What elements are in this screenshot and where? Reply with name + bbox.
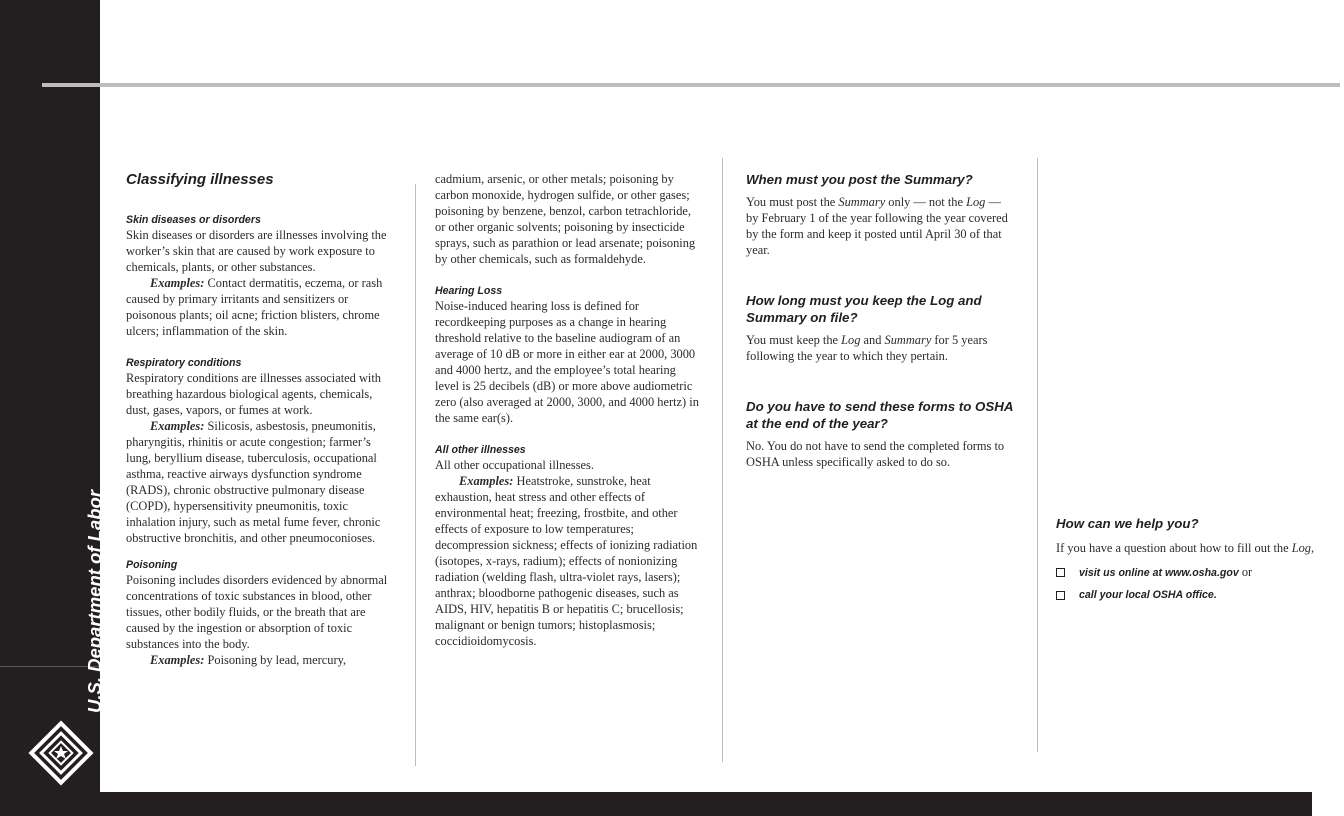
- help-option-office: [1056, 587, 1318, 603]
- answer-text: You must post the: [746, 195, 839, 209]
- examples-text: Poisoning by lead, mercury,: [207, 653, 347, 667]
- answer-text: for 5 years following the year to which they pertain.: [746, 333, 988, 363]
- respiratory-body: Respiratory conditions are illnesses associated with breathing hazardous biological agents, chemicals, dust, gases, vapors, or fumes at work.: [126, 371, 381, 417]
- answer-text: You must keep the: [746, 333, 842, 347]
- log-term: Log: [841, 333, 861, 347]
- faq-send-forms-answer: No. You do not have to send the completed forms to OSHA unless specifically asked to do so.: [746, 439, 1005, 469]
- help-option-text: [1079, 564, 1252, 581]
- intro-text: If you have a question about how to fill out the: [1056, 541, 1292, 555]
- hearing-heading: Hearing Loss: [435, 285, 503, 297]
- examples-text: Contact dermatitis, eczema, or rash caused by primary irritants and sensitizers or poisonous plants; oil acne; friction blisters, chrome ulcers; inflammation of the skin.: [126, 276, 383, 338]
- help-intro: [1056, 540, 1318, 556]
- respiratory-examples: [126, 418, 394, 546]
- intro-text: ,: [1311, 541, 1315, 555]
- column-classifying-illnesses: [126, 171, 394, 668]
- faq-keep-records-heading: How long must you keep the Log and Summary on file?: [746, 293, 982, 325]
- checkbox-icon: [1056, 591, 1065, 600]
- help-option-website: [1056, 564, 1318, 581]
- skin-examples: [126, 275, 394, 339]
- other-illnesses-examples: [435, 473, 703, 649]
- agency-name: Occupational Safety and Health Administration: [107, 467, 119, 713]
- faq-send-forms-heading: Do you have to send these forms to OSHA at the end of the year?: [746, 399, 1013, 431]
- checkbox-icon: [1056, 568, 1065, 577]
- column-divider: [1037, 158, 1038, 752]
- poisoning-continued: cadmium, arsenic, or other metals; poisoning by carbon monoxide, hydrogen sulfide, or other gases; poisoning by benzene, benzol, carbon tetrachloride, or other organic solvents; poisoning by insecticide sprays, such as parathion or lead arsenate; poisoning by other chemicals, such as formaldehyde.: [435, 172, 696, 266]
- osha-website-link[interactable]: visit us online at www.osha.gov: [1079, 567, 1239, 579]
- examples-label: Examples:: [150, 419, 205, 433]
- skin-body: Skin diseases or disorders are illnesses involving the worker’s skin that are caused by work exposure to chemicals, plants, or other substances.: [126, 228, 387, 274]
- respiratory-heading: Respiratory conditions: [126, 357, 242, 369]
- section-title: Classifying illnesses: [126, 171, 274, 188]
- examples-label: Examples:: [459, 474, 514, 488]
- department-name: U.S. Department of Labor: [84, 489, 105, 713]
- faq-keep-records-answer: [746, 332, 1014, 364]
- examples-label: Examples:: [150, 653, 205, 667]
- examples-label: Examples:: [150, 276, 205, 290]
- dol-seal-icon: [28, 720, 94, 786]
- agency-name-block: [84, 468, 120, 713]
- help-option-suffix: or: [1238, 565, 1253, 579]
- column-divider: [722, 158, 723, 762]
- other-illnesses-heading: All other illnesses: [435, 444, 526, 456]
- other-illnesses-body: All other occupational illnesses.: [435, 458, 594, 472]
- hearing-body: Noise-induced hearing loss is defined for recordkeeping purposes as a change in hearing threshold relative to the baseline audiogram of an average of 10 dB or more in either ear at 2000, 3000 and 4000 hertz, and the employee’s total hearing level is 25 decibels (dB) or more above audiometric zero (also averaged at 2000, 3000, and 4000 hertz) in the same ear(s).: [435, 299, 699, 425]
- column-illness-types: [435, 171, 703, 649]
- column-faq: [746, 171, 1014, 470]
- column-divider: [415, 184, 416, 766]
- faq-post-summary-heading: When must you post the Summary?: [746, 172, 973, 187]
- answer-text: only — not the: [885, 195, 967, 209]
- examples-text: Heatstroke, sunstroke, heat exhaustion, heat stress and other effects of environmental heat; freezing, frostbite, and other effects of exposure to low temperatures; decompression sickness; effects of ionizing radiation (isotopes, x-rays, radium); effects of nonionizing radiation (welding flash, ultra-violet rays, lasers); anthrax; bloodborne pathogenic diseases, such as AIDS, HIV, hepatitis B or hepatitis C; brucellosis; malignant or benign tumors; histoplasmosis; coccidioidomycosis.: [435, 474, 698, 648]
- poisoning-body: Poisoning includes disorders evidenced by abnormal concentrations of toxic substances in blood, other tissues, other bodily fluids, or the breath that are caused by the ingestion or absorption of toxic substances into the body.: [126, 573, 388, 651]
- skin-heading: Skin diseases or disorders: [126, 214, 261, 226]
- help-option-text: call your local OSHA office.: [1079, 589, 1217, 601]
- poisoning-examples: [126, 652, 394, 668]
- column-help: [1056, 515, 1318, 609]
- summary-term: Summary: [838, 195, 886, 209]
- answer-text: and: [860, 333, 885, 347]
- sidebar-band: [0, 0, 119, 816]
- faq-post-summary-answer: [746, 194, 1014, 258]
- poisoning-heading: Poisoning: [126, 559, 178, 571]
- examples-text: Silicosis, asbestosis, pneumonitis, pharyngitis, rhinitis or acute congestion; farmer’s lung, beryllium disease, tuberculosis, occupational asthma, reactive airways dysfunction syndrome (RADS), chronic obstructive pulmonary disease (COPD), hypersensitivity pneumonitis, toxic inhalation injury, such as metal fume fever, chronic obstructive bronchitis, and other pneumoconioses.: [126, 419, 381, 545]
- answer-text: — by February 1 of the year following the year covered by the form and keep it posted until April 30 of that year.: [746, 195, 1008, 257]
- log-term: Log: [1291, 541, 1312, 555]
- bottom-bar: [100, 792, 1312, 816]
- summary-term: Summary: [884, 333, 932, 347]
- top-rule: [42, 83, 1340, 87]
- log-term: Log: [966, 195, 986, 209]
- help-heading: How can we help you?: [1056, 516, 1199, 531]
